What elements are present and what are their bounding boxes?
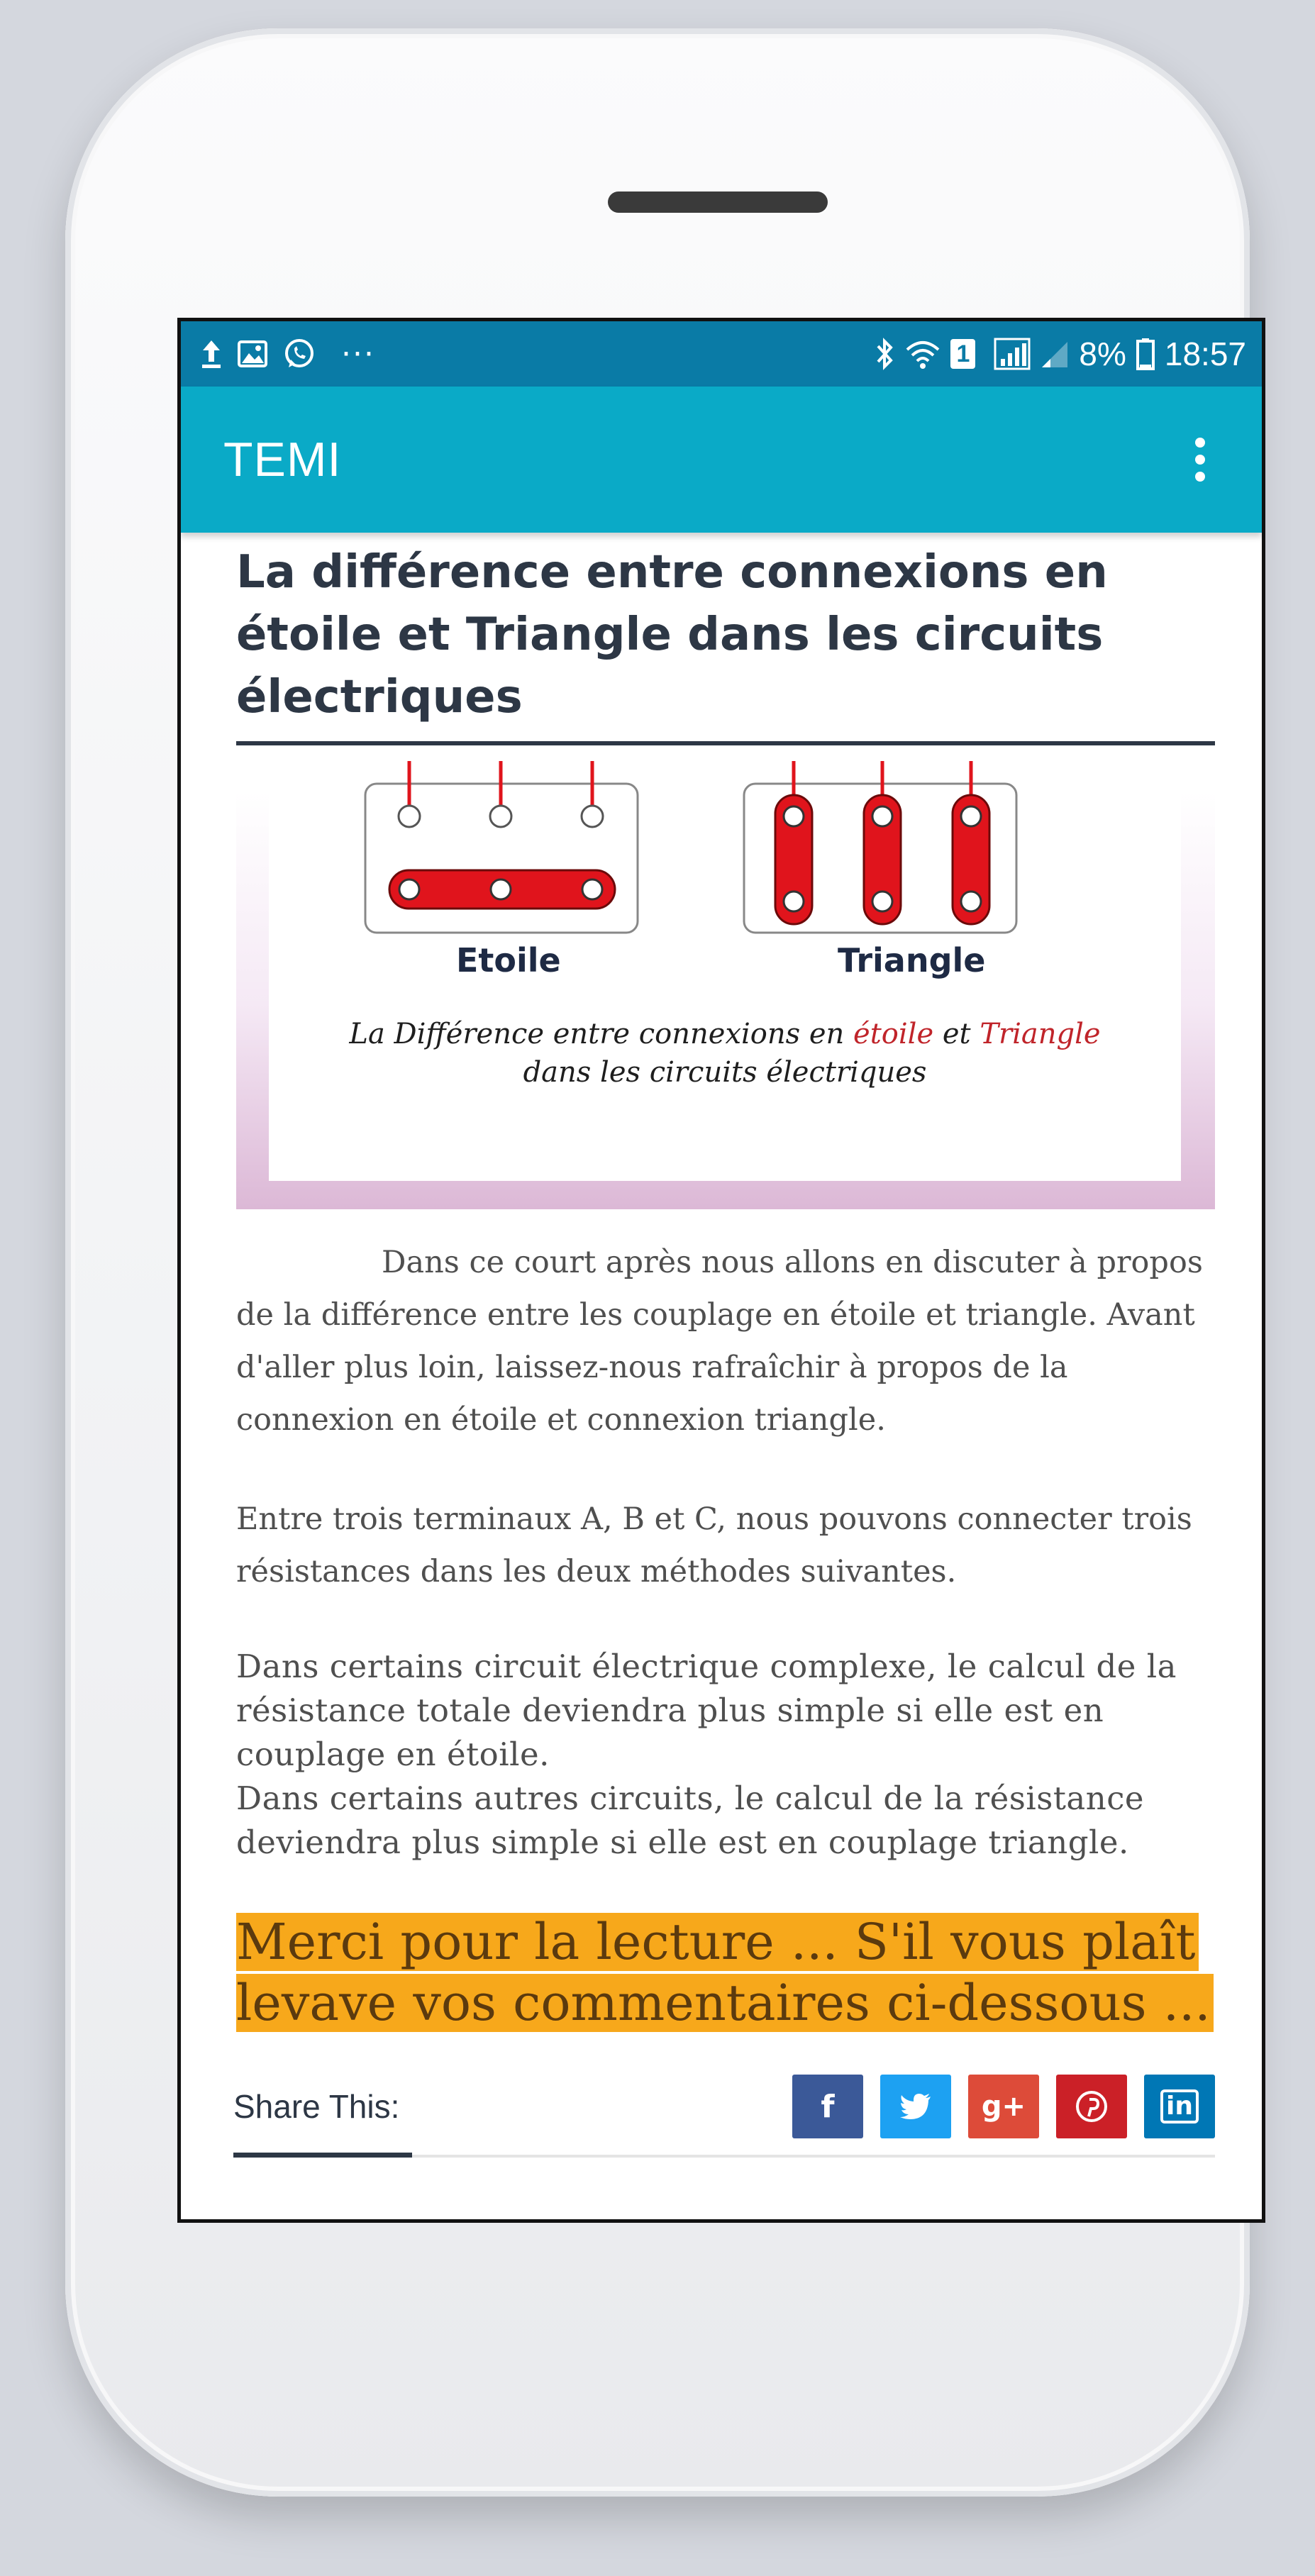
wifi-icon	[905, 338, 941, 370]
twitter-icon	[900, 2094, 931, 2119]
battery-icon	[1136, 338, 1155, 370]
pinterest-icon	[1076, 2091, 1107, 2122]
overflow-menu-icon[interactable]	[1181, 431, 1219, 489]
article-title: La différence entre connexions en étoile et Triangle dans les circuits électriques	[236, 541, 1215, 745]
clock: 18:57	[1164, 335, 1246, 372]
more-notifications-icon: ···	[341, 335, 375, 372]
sim-badge: 1	[950, 339, 975, 369]
paragraph-couplage-line2: Dans certains autres circuits, le calcul de la résistance deviendra plus simple si elle est en couplage triangle.	[236, 1780, 1145, 1861]
app-title: TEMI	[223, 433, 342, 487]
signal-weak-icon	[1041, 339, 1069, 369]
share-pinterest-button[interactable]	[1056, 2075, 1127, 2138]
share-facebook-button[interactable]	[792, 2075, 863, 2138]
paragraph-terminals: Entre trois terminaux A, B et C, nous pouvons connecter trois résistances dans les deux méthodes suivantes.	[236, 1501, 1192, 1589]
app-bar	[181, 387, 1262, 533]
paragraph-couplage-line1: Dans certains circuit électrique complexe, le calcul de la résistance totale deviendra plus simple si elle est en couplage en étoile.	[236, 1648, 1177, 1773]
star-triangle-diagram	[269, 755, 1181, 1039]
share-divider	[412, 2155, 1215, 2158]
share-twitter-button[interactable]	[880, 2075, 951, 2138]
figure-label-triangle: Triangle	[838, 941, 986, 979]
share-google-plus-button[interactable]	[968, 2075, 1039, 2138]
article-content	[233, 533, 1215, 2174]
share-bar	[233, 2075, 1215, 2174]
battery-percent: 8%	[1079, 335, 1126, 372]
whatsapp-icon	[283, 338, 316, 370]
paragraph-couplage	[236, 1645, 1215, 1865]
share-label: Share This:	[233, 2088, 400, 2125]
share-linkedin-button[interactable]	[1144, 2075, 1215, 2138]
linkedin-icon: in	[1160, 2089, 1199, 2123]
status-bar	[181, 321, 1262, 387]
article-figure	[236, 755, 1215, 1209]
phone-frame	[65, 28, 1250, 2497]
phone-screen	[177, 318, 1265, 2223]
figure-label-etoile: Etoile	[456, 941, 561, 979]
facebook-icon: f	[821, 2088, 835, 2125]
share-underline	[233, 2153, 412, 2158]
phone-speaker	[608, 191, 828, 213]
google-plus-icon: g+	[981, 2090, 1026, 2123]
thanks-highlight: Merci pour la lecture ... S'il vous plaît levave vos commentaires ci-dessous ...	[236, 1911, 1215, 2033]
figure-caption-line1: La Différence entre connexions en étoile et Triangle	[349, 1018, 1101, 1050]
paragraph-intro: Dans ce court après nous allons en discuter à propos de la différence entre les couplage en étoile et triangle. Avant d'aller plus loin, laissez-nous rafraîchir à propos de la connexion en étoile et connexion triangle.	[236, 1245, 1203, 1438]
signal-icon	[994, 338, 1031, 370]
bluetooth-icon	[875, 338, 895, 370]
image-icon	[238, 340, 267, 367]
upload-icon	[201, 339, 222, 369]
figure-caption-line2: dans les circuits électriques	[523, 1056, 927, 1089]
